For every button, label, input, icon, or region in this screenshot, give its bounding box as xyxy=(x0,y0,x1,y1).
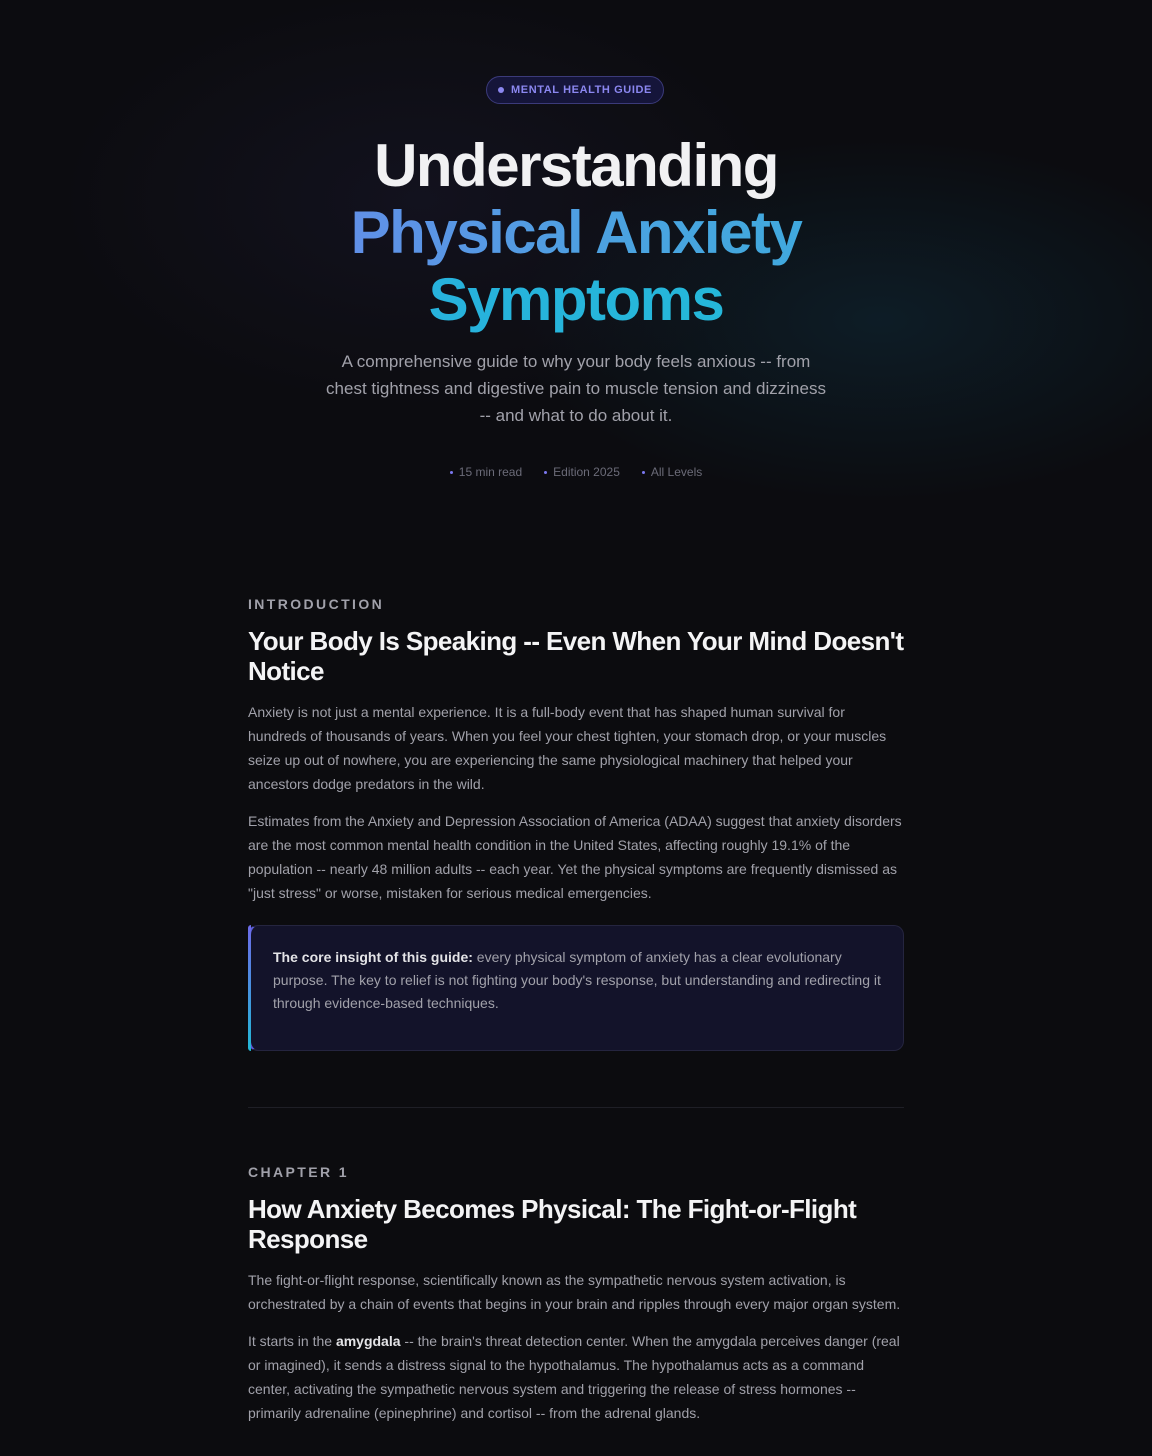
chapter-1-section xyxy=(248,1164,904,1425)
section-divider xyxy=(248,1107,904,1108)
amygdala-term: amygdala xyxy=(335,1333,401,1349)
introduction-section xyxy=(248,596,904,1051)
section-heading-introduction: Your Body Is Speaking -- Even When Your Mind Doesn't Notice xyxy=(248,626,904,686)
intro-paragraph-2: Estimates from the Anxiety and Depression Association of America (ADAA) suggest that anxiety disorders are the most common mental health condition in the United States, affecting roughly 19.1% of the population -- nearly 48 million adults -- each year. Yet the physical symptoms are frequently dismissed as "just stress" or worse, mistaken for serious medical emergencies. xyxy=(248,813,902,901)
section-heading-chapter-1: How Anxiety Becomes Physical: The Fight-or-Flight Response xyxy=(248,1194,857,1254)
hero-section xyxy=(0,0,1152,540)
title-line-1: Understanding xyxy=(374,132,778,199)
bullet-dot-icon xyxy=(544,471,547,474)
section-label-introduction: INTRODUCTION xyxy=(248,596,385,612)
core-insight-callout xyxy=(248,925,904,1051)
page-title xyxy=(0,132,1152,333)
chapter-1-paragraph-1: The fight-or-flight response, scientifically known as the sympathetic nervous system activation, is orchestrated by a chain of events that begins in your brain and ripples through every major organ system. xyxy=(248,1272,901,1312)
page-subtitle: A comprehensive guide to why your body feels anxious -- from chest tightness and digestive pain to muscle tension and dizziness -- and what to do about it. xyxy=(326,352,826,425)
meta-read-time xyxy=(450,465,522,479)
callout-text: every physical symptom of anxiety has a clear evolutionary purpose. The key to relief is not fighting your body's response, but understanding and redirecting it through evidence-based techniques. xyxy=(273,949,881,1011)
chapter-1-paragraph-2 xyxy=(248,1329,904,1425)
badge-dot-icon xyxy=(498,87,504,93)
chapter-1-paragraph-2-rest: -- the brain's threat detection center. When the amygdala perceives danger (real or imagined), it sends a distress signal to the hypothalamus. The hypothalamus acts as a command center, activating the sympathetic nervous system and triggering the release of stress hormones -- primarily adrenaline (epinephrine) and cortisol -- from the adrenal glands. xyxy=(248,1333,900,1421)
callout-strong: The core insight of this guide: xyxy=(273,949,473,965)
meta-level xyxy=(642,465,702,479)
intro-paragraph-1: Anxiety is not just a mental experience. It is a full-body event that has shaped human survival for hundreds of thousands of years. When you feel your chest tighten, your stomach drop, or your muscles seize up out of nowhere, you are experiencing the same physiological machinery that helped your ancestors dodge predators in the wild. xyxy=(248,704,887,792)
meta-read-time-label: 15 min read xyxy=(458,465,523,479)
meta-edition-label: Edition 2025 xyxy=(553,465,620,479)
category-badge xyxy=(486,76,664,104)
bullet-dot-icon xyxy=(642,471,645,474)
badge-label: MENTAL HEALTH GUIDE xyxy=(511,84,652,96)
meta-edition xyxy=(544,465,620,479)
title-line-2: Physical Anxiety xyxy=(0,199,1152,266)
bullet-dot-icon xyxy=(450,471,453,474)
chapter-1-paragraph-2-start: It starts in the xyxy=(248,1333,336,1349)
meta-level-label: All Levels xyxy=(650,465,703,479)
section-label-chapter-1: CHAPTER 1 xyxy=(248,1164,349,1180)
title-line-3: Symptoms xyxy=(0,266,1152,333)
article-meta xyxy=(0,465,1152,479)
